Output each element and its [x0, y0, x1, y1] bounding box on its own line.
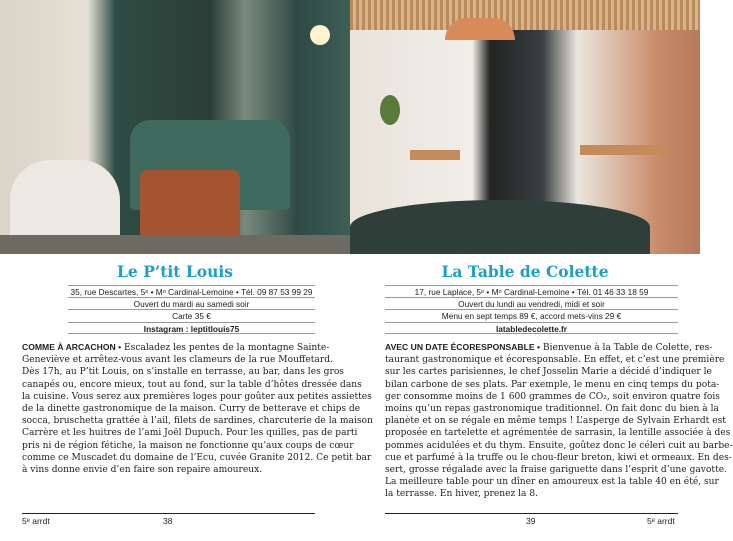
review-text: COMME À ARCACHON • Escaladez les pentes de la montagne Sainte- Geneviève et arrêtez-vous avant les clameurs de la rue Mouffetard. Dès 17h, au P’tit Louis, on s’installe en terrasse, au bar, dans les gros canapés ou, encore mieux, tout au fond, sur la table d’hôtes dressée dans la cuisine. Vous serez aux premières loges pour goûter aux petites assiettes de la dinette gastronomique de la maison. Curry de betterave et chips de socca, bruschetta grattée à l’ail, filets de sardines, charcuterie de la maison Carrère et les huitres de l’ami Joël Dupuch. Pour les quilles, pas de parti pris ni de région fétiche, la maison ne fonctionne qu’aux coups de cœur comme ce Muscadet du domaine de l’Ecu, cuvée Granite 2012. Ce petit bar à vins donne envie d’en faire son repaire amoureux.	[22, 342, 373, 476]
price-line: Menu en sept temps 89 €, accord mets-vins 29 €	[385, 309, 678, 321]
hours-line: Ouvert du mardi au samedi soir	[68, 297, 315, 309]
info-box	[385, 285, 678, 334]
website-line: latabledecolette.fr	[385, 322, 678, 334]
address-line: 35, rue Descartes, 5ᵉ • Mᵒ Cardinal-Lemoine • Tél. 09 87 53 99 29	[68, 285, 315, 297]
review-lead: COMME À ARCACHON •	[22, 342, 122, 352]
info-box	[68, 285, 315, 334]
footer-section: 5ᵉ arrdt	[647, 516, 675, 526]
price-line: Carte 35 €	[68, 309, 315, 321]
right-page	[350, 0, 733, 541]
page-number: 39	[526, 516, 536, 526]
review-lead: AVEC UN DATE ÉCORESPONSABLE •	[385, 342, 541, 352]
restaurant-title: Le P’tit Louis	[117, 262, 233, 281]
footer-section: 5ᵉ arrdt	[22, 516, 50, 526]
review-text: AVEC UN DATE ÉCORESPONSABLE • Bienvenue à la Table de Colette, res- taurant gastronomique et écoresponsable. En effet, et c’est une première sur les cartes parisiennes, le chef Josselin Marie a décidé d’indiquer le bilan carbone de ses plats. Par exemple, le menu en cinq temps du pota- ger consomme moins de 1 600 grammes de CO₂, soit environ quatre fois moins qu’un repas gastronomique traditionnel. On fait donc du bien à la planète et on se régale en même temps ! L’asperge de Sylvain Erhardt est proposée en tartelette et agrémentée de sarrasin, la lentille associée à des pommes acidulées et du thym. Ensuite, goûtez donc le céleri cuit au barbe- cue et parfumé à la truffe ou le chou-fleur breton, kiwi et ormeaux. En des- sert, grosse régalade avec la fraise gariguette dans l’esprit d’une gavotte. La meilleure table pour un dîner en amoureux est la table 40 en été, sur la terrasse. En hiver, prenez la 8.	[385, 342, 733, 500]
page-number: 38	[163, 516, 173, 526]
footer-rule	[22, 513, 315, 514]
address-line: 17, rue Laplace, 5ᵉ • Mᵒ Cardinal-Lemoine • Tél. 01 46 33 18 59	[385, 285, 678, 297]
footer-rule	[385, 513, 678, 514]
instagram-line: Instagram : leptitlouis75	[68, 322, 315, 334]
restaurant-photo-la-table-de-colette	[350, 0, 700, 254]
restaurant-title: La Table de Colette	[441, 262, 609, 281]
hours-line: Ouvert du lundi au vendredi, midi et soir	[385, 297, 678, 309]
restaurant-photo-le-ptit-louis	[0, 0, 350, 254]
